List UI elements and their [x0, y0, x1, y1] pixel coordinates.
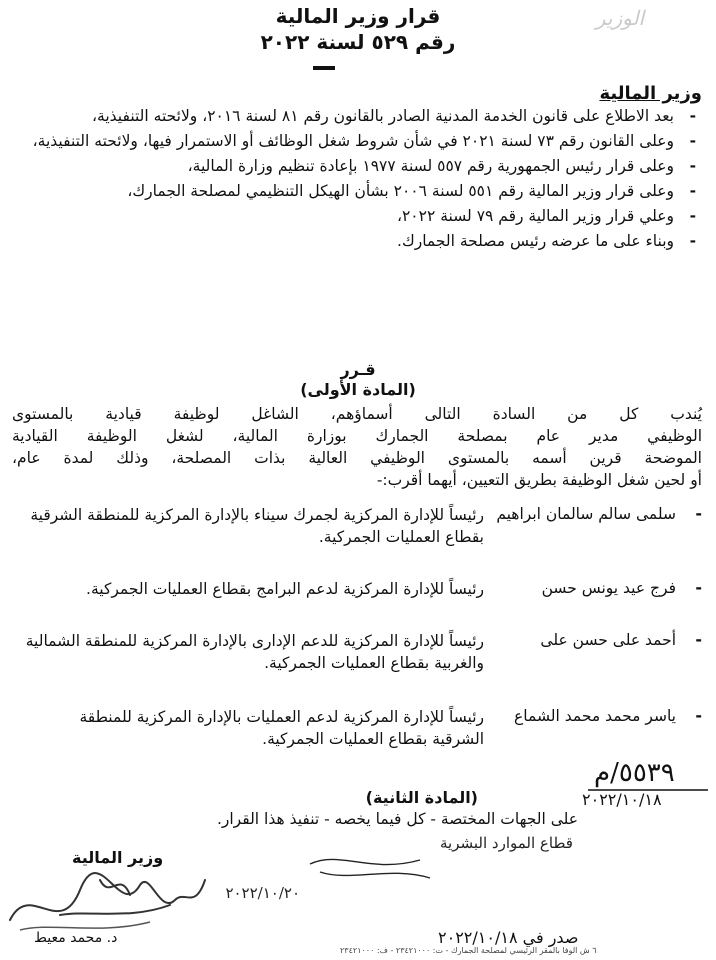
- article-1-line: الموضحة قرين أسمه بالمستوى الوظيفي العالية بذات المصلحة، وذلك لمدة عام،: [12, 449, 702, 467]
- minister-office-stamp: الوزير: [595, 6, 645, 30]
- hr-stamp-date: ٢٠٢٢/١٠/٢٠: [225, 884, 300, 902]
- issuer-heading: وزير المالية: [599, 83, 702, 104]
- appointment-dash: -: [695, 706, 702, 725]
- article-1-title: (المادة الأولى): [300, 380, 416, 399]
- preamble-list: [20, 106, 700, 256]
- footer-address: ٦ ش الوفا بالمقر الرئيسي لمصلحة الجمارك - ت: ٢٣٤٢١٠٠٠ - ف: ٢٣٤٢١٠٠٠: [340, 946, 597, 955]
- preamble-item: - وعلى قرار رئيس الجمهورية رقم ٥٥٧ لسنة ١٩٧٧ بإعادة تنظيم وزارة المالية،: [20, 156, 700, 176]
- preamble-item: - وعلي قرار وزير المالية رقم ٧٩ لسنة ٢٠٢٢،: [20, 206, 700, 226]
- decree-number: رقم ٥٢٩ لسنة ٢٠٢٢: [260, 30, 456, 54]
- appointee-name: أحمد على حسن على: [540, 631, 676, 649]
- preamble-item: - بعد الاطلاع على قانون الخدمة المدنية الصادر بالقانون رقم ٨١ لسنة ٢٠١٦، ولائحته التنفيذية،: [20, 106, 700, 126]
- minister-title: وزير المالية: [72, 848, 164, 867]
- hr-stamp-line: قطاع الموارد البشرية: [440, 834, 573, 852]
- hr-stamp: [225, 820, 573, 930]
- appointment-dash: -: [695, 630, 702, 649]
- registration-number: ٥٥٣٩/م: [594, 758, 675, 788]
- decree-title: قرار وزير المالية: [275, 4, 441, 28]
- article-1-line: أو لحين شغل الوظيفة بطريق التعيين، أيهما أقرب:-: [376, 471, 702, 489]
- registration-date: ٢٠٢٢/١٠/١٨: [582, 790, 662, 809]
- appointee-name: فرج عيد يونس حسن: [541, 579, 676, 597]
- article-2-title: (المادة الثانية): [365, 788, 478, 807]
- appointee-position: رئيساً للإدارة المركزية لجمرك سيناء بالإدارة المركزية للمنطقة الشرقية بقطاع العمليات الجمركية.: [30, 506, 484, 546]
- preamble-item: - وبناء على ما عرضه رئيس مصلحة الجمارك.: [20, 231, 700, 251]
- issued-date: صدر في ٢٠٢٢/١٠/١٨: [438, 928, 579, 947]
- appointment-dash: -: [695, 504, 702, 523]
- preamble-item: - وعلى القانون رقم ٧٣ لسنة ٢٠٢١ في شأن شروط شغل الوظائف أو الاستمرار فيها، ولائحته التنفيذية،: [20, 131, 700, 151]
- minister-name: د. محمد معيط: [34, 930, 118, 946]
- article-1-line: يُندب كل من السادة التالى أسماؤهم، الشاغل لوظيفة قيادية بالمستوى: [12, 405, 702, 423]
- article-2-text: على الجهات المختصة - كل فيما يخصه - تنفيذ هذا القرار.: [216, 810, 578, 828]
- appointee-position: رئيساً للإدارة المركزية للدعم الإدارى بالإدارة المركزية للمنطقة الشمالية والغربية بقطاع العمليات الجمركية.: [25, 632, 484, 672]
- preamble-item: - وعلى قرار وزير المالية رقم ٥٥١ لسنة ٢٠٠٦ بشأن الهيكل التنظيمي لمصلحة الجمارك،: [20, 181, 700, 201]
- appointee-position: رئيساً للإدارة المركزية لدعم البرامج بقطاع العمليات الجمركية.: [86, 580, 484, 598]
- appointee-name: ياسر محمد محمد الشماع: [514, 707, 676, 725]
- article-1-line: الوظيفي مدير عام بمصلحة الجمارك بوزارة المالية، لشغل الوظيفة القيادية: [12, 427, 702, 445]
- appointee-position: رئيساً للإدارة المركزية لدعم العمليات بالإدارة المركزية للمنطقة الشرقية بقطاع العمليات الجمركية.: [79, 708, 484, 748]
- appointee-name: سلمى سالم سالمان ابراهيم: [496, 505, 676, 523]
- decision-label: قـرر: [340, 360, 376, 379]
- title-divider: [313, 66, 335, 70]
- appointment-dash: -: [695, 578, 702, 597]
